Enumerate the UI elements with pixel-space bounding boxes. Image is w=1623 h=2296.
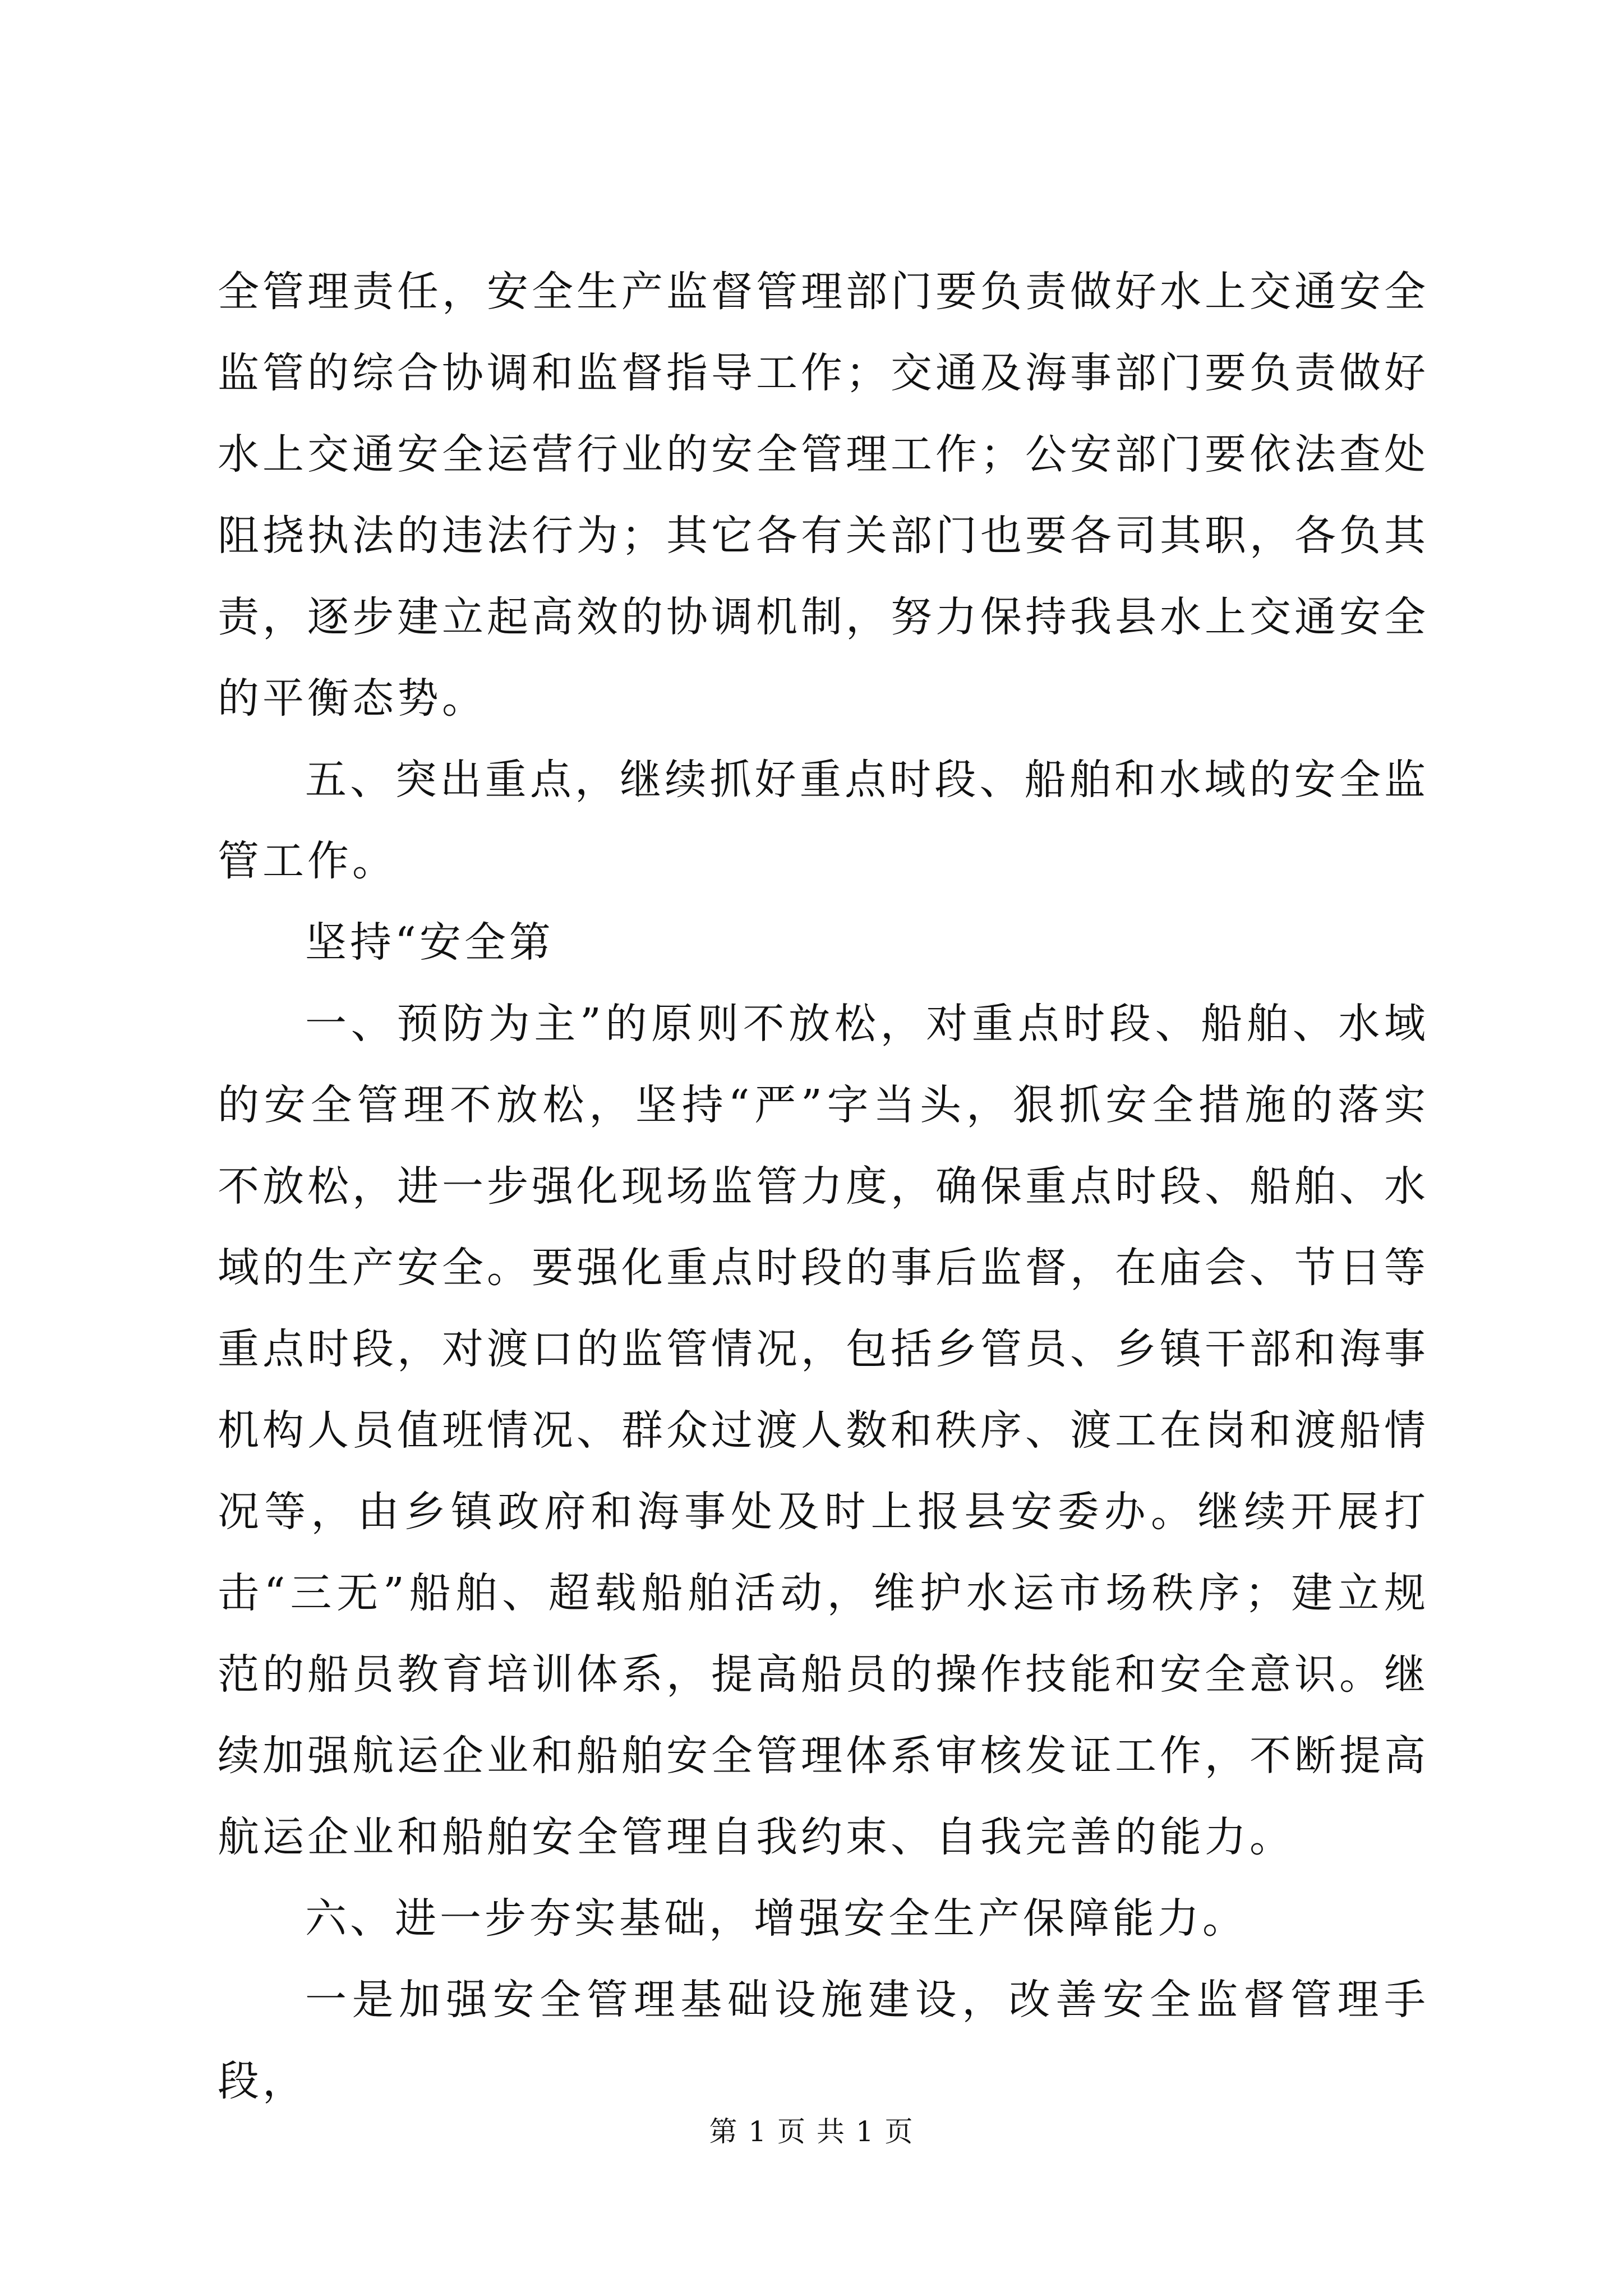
- paragraph-5: 六、进一步夯实基础，增强安全生产保障能力。: [305, 1894, 1247, 1943]
- page-footer: 第 1 页 共 1 页: [709, 2115, 914, 2148]
- paragraph-2: 五、突出重点，继续抓好重点时段、船舶和水域的安全监管工作。: [218, 756, 1429, 885]
- document-body: [218, 251, 1429, 2122]
- paragraph-3: 坚持“安全第: [305, 918, 554, 967]
- paragraph-4: 一、预防为主”的原则不放松，对重点时段、船舶、水域的安全管理不放松，坚持“严”字当头，狠抓安全措施的落实不放松，进一步强化现场监管力度，确保重点时段、船舶、水域的生产安全。要强化重点时段的事后监督，在庙会、节日等重点时段，对渡口的监管情况，包括乡管员、乡镇干部和海事机构人员值班情况、群众过渡人数和秩序、渡工在岗和渡船情况等，由乡镇政府和海事处及时上报县安委办。继续开展打击“三无”船舶、超载船舶活动，维护水运市场秩序；建立规范的船员教育培训体系，提高船员的操作技能和安全意识。继续加强航运企业和船舶安全管理体系审核发证工作，不断提高航运企业和船舶安全管理自我约束、自我完善的能力。: [218, 1000, 1429, 1861]
- paragraph-1: 全管理责任，安全生产监督管理部门要负责做好水上交通安全监管的综合协调和监督指导工作；交通及海事部门要负责做好水上交通安全运营行业的安全管理工作；公安部门要依法查处阻挠执法的违法行为；其它各有关部门也要各司其职，各负其责，逐步建立起高效的协调机制，努力保持我县水上交通安全的平衡态势。: [218, 268, 1429, 723]
- paragraph-6: 一是加强安全管理基础设施建设，改善安全监督管理手段，: [218, 1976, 1429, 2105]
